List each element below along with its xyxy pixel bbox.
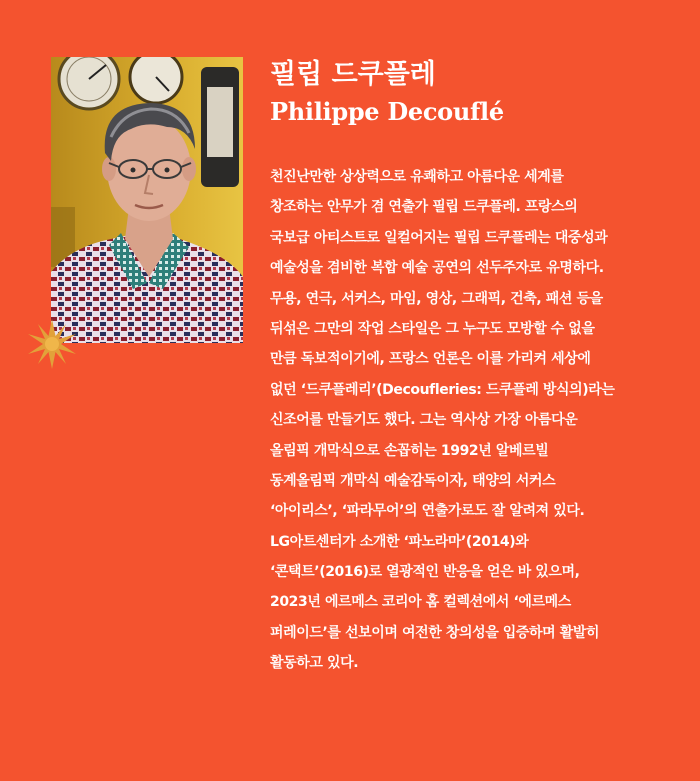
bio-line: LG아트센터가 소개한 ‘파노라마’(2014)와 — [270, 533, 529, 550]
bio-line: 창조하는 안무가 겸 연출가 필립 드쿠플레. 프랑스의 — [270, 199, 578, 216]
bio-line: 무용, 연극, 서커스, 마임, 영상, 그래픽, 건축, 패션 등을 — [270, 290, 603, 307]
bio-line: 퍼레이드’를 선보이며 여전한 창의성을 입증하며 활발히 — [270, 624, 600, 641]
artist-name-korean: 필립 드쿠플레 — [270, 59, 436, 90]
starburst-icon — [26, 318, 78, 370]
bio-line: 2023년 에르메스 코리아 홈 컬렉션에서 ‘에르메스 — [270, 594, 571, 611]
bio-line: 국보급 아티스트로 일컬어지는 필립 드쿠플레는 대중성과 — [270, 229, 608, 246]
bio-line: 동계올림픽 개막식 예술감독이자, 태양의 서커스 — [270, 472, 556, 489]
bio-line: 올림픽 개막식으로 손꼽히는 1992년 알베르빌 — [270, 442, 549, 459]
bio-line: 천진난만한 상상력으로 유쾌하고 아름다운 세계를 — [270, 169, 564, 185]
bio-line: 활동하고 있다. — [270, 655, 359, 672]
bio-line: ‘콘택트’(2016)로 열광적인 반응을 얻은 바 있으며, — [270, 564, 580, 581]
artist-bio — [270, 162, 690, 679]
bio-line: 신조어를 만들기도 했다. 그는 역사상 가장 아름다운 — [270, 412, 578, 429]
bio-line: 예술성을 겸비한 복합 예술 공연의 선두주자로 유명하다. — [270, 260, 604, 277]
portrait-photo — [51, 57, 243, 343]
artist-name-english: Philippe Decouflé — [270, 97, 504, 126]
bio-line: ‘아이리스’, ‘파라무어’의 연출가로도 잘 알려져 있다. — [270, 503, 585, 520]
bio-line: 뒤섞은 그만의 작업 스타일은 그 누구도 모방할 수 없을 — [270, 320, 595, 337]
bio-line: 만큼 독보적이기에, 프랑스 언론은 이를 가리켜 세상에 — [270, 351, 591, 368]
bio-line: 없던 ‘드쿠플레리’(Decoufleries: 드쿠플레 방식의)라는 — [270, 381, 615, 398]
